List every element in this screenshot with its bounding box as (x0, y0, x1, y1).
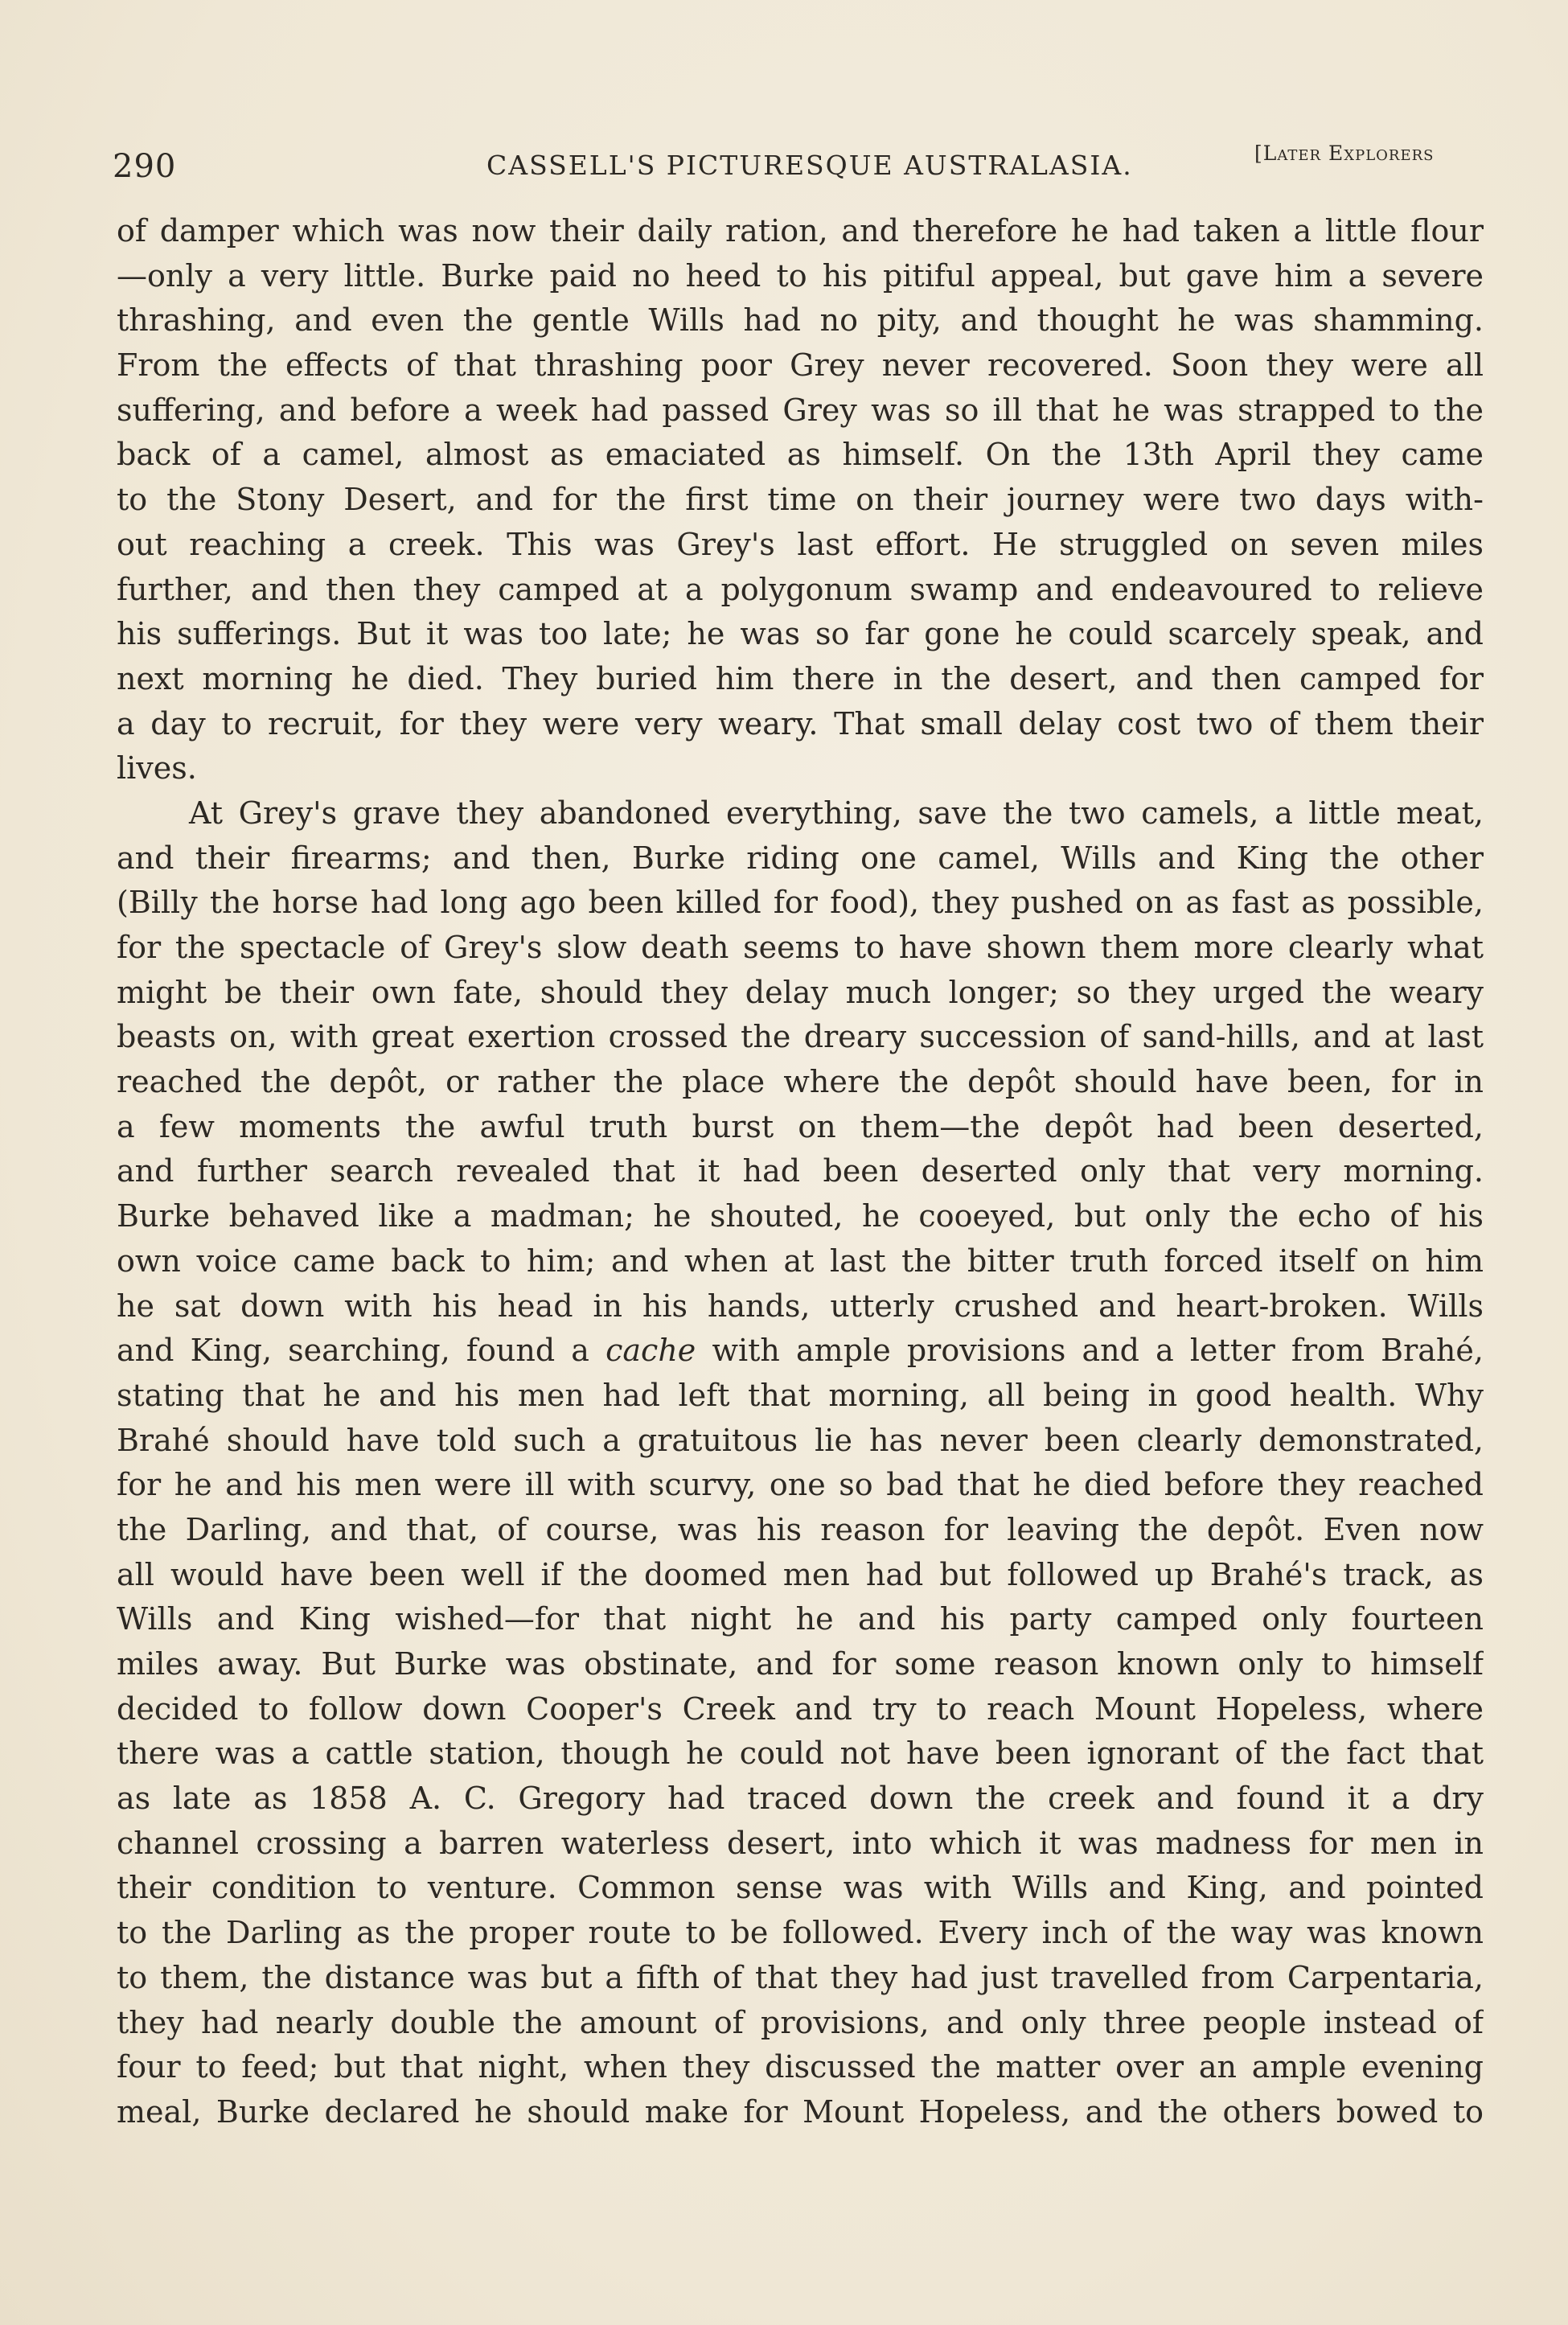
text-line: lives. (117, 750, 197, 787)
text-line: —only a very little. Burke paid no heed to his pitiful appeal, but gave him a severe (117, 257, 1484, 294)
text-line: as late as 1858 A. C. Gregory had traced down the creek and found it a dry (117, 1781, 1484, 1817)
text-line: next morning he died. They buried him there in the desert, and then camped for (117, 660, 1484, 696)
page-number: 290 (113, 148, 177, 185)
text-line-with-italic (117, 1329, 1484, 1374)
text-line: all would have been well if the doomed men had but followed up Brahé's track, as (117, 1556, 1484, 1592)
section-label: [Later Explorers (1254, 142, 1435, 165)
text-line: there was a cattle station, though he could not have been ignorant of the fact that (117, 1736, 1484, 1772)
text-segment: with ample provisions and a letter from Brahé, (696, 1333, 1484, 1369)
text-line: for he and his men were ill with scurvy, one so bad that he died before they reached (117, 1467, 1484, 1503)
page-header (113, 142, 1463, 190)
text-line: for the spectacle of Grey's slow death seems to have shown them more clearly what (117, 930, 1484, 965)
text-line: miles away. But Burke was obstinate, and for some reason known only to himself (117, 1646, 1484, 1682)
text-line: a day to recruit, for they were very weary. That small delay cost two of them their (117, 705, 1484, 741)
text-line: beasts on, with great exertion crossed the dreary succession of sand-hills, and at last (117, 1019, 1484, 1055)
text-line: to them, the distance was but a fifth of that they had just travelled from Carpentaria, (117, 1959, 1484, 1995)
text-line: Wills and King wished—for that night he and his party camped only fourteen (117, 1601, 1484, 1637)
text-line: to the Darling as the proper route to be followed. Every inch of the way was known (117, 1915, 1484, 1951)
text-line: their condition to venture. Common sense was with Wills and King, and pointed (117, 1870, 1484, 1906)
text-line: four to feed; but that night, when they discussed the matter over an ample evening (117, 2049, 1484, 2085)
text-line: to the Stony Desert, and for the first time on their journey were two days with- (117, 482, 1484, 518)
text-line: suffering, and before a week had passed Grey was so ill that he was strapped to the (117, 392, 1484, 428)
text-line: Brahé should have told such a gratuitous lie has never been clearly demonstrated, (117, 1422, 1484, 1458)
text-line: might be their own fate, should they delay much longer; so they urged the weary (117, 974, 1484, 1010)
text-line: the Darling, and that, of course, was his reason for leaving the depôt. Even now (117, 1511, 1484, 1547)
text-line: (Billy the horse had long ago been killed for food), they pushed on as fast as possible, (117, 885, 1484, 921)
text-line: Burke behaved like a madman; he shouted, he cooeyed, but only the echo of his (117, 1198, 1484, 1234)
text-line: channel crossing a barren waterless desert, into which it was madness for men in (117, 1825, 1484, 1861)
text-line: further, and then they camped at a polygonum swamp and endeavoured to relieve (117, 571, 1484, 607)
text-line: stating that he and his men had left that morning, all being in good health. Why (117, 1377, 1484, 1413)
text-line: and further search revealed that it had been deserted only that very morning. (117, 1153, 1484, 1189)
text-line: From the effects of that thrashing poor Grey never recovered. Soon they were all (117, 347, 1484, 384)
text-line: and their firearms; and then, Burke riding one camel, Wills and King the other (117, 840, 1484, 876)
text-line: decided to follow down Cooper's Creek and try to reach Mount Hopeless, where (117, 1690, 1484, 1727)
paragraph-start-line: At Grey's grave they abandoned everything, save the two camels, a little meat, (189, 795, 1484, 831)
body-text (117, 209, 1484, 2135)
text-line: own voice came back to him; and when at last the bitter truth forced itself on him (117, 1243, 1484, 1279)
running-title: CASSELL'S PICTURESQUE AUSTRALASIA. (486, 150, 1133, 181)
text-line: a few moments the awful truth burst on them—the depôt had been deserted, (117, 1108, 1484, 1144)
text-line: thrashing, and even the gentle Wills had no pity, and thought he was shamming. (117, 302, 1484, 339)
text-line: they had nearly double the amount of provisions, and only three people instead of (117, 2004, 1484, 2040)
italic-word: cache (605, 1333, 696, 1369)
text-line: back of a camel, almost as emaciated as himself. On the 13th April they came (117, 437, 1484, 473)
text-segment: and King, searching, found a (117, 1333, 606, 1369)
text-line: of damper which was now their daily ration, and therefore he had taken a little flour (117, 213, 1484, 249)
text-line: he sat down with his head in his hands, utterly crushed and heart-broken. Wills (117, 1288, 1484, 1324)
text-line: reached the depôt, or rather the place where the depôt should have been, for in (117, 1064, 1484, 1100)
text-line: out reaching a creek. This was Grey's last effort. He struggled on seven miles (117, 526, 1484, 562)
text-line: his sufferings. But it was too late; he was so far gone he could scarcely speak, and (117, 616, 1484, 652)
text-line: meal, Burke declared he should make for Mount Hopeless, and the others bowed to (117, 2093, 1484, 2130)
